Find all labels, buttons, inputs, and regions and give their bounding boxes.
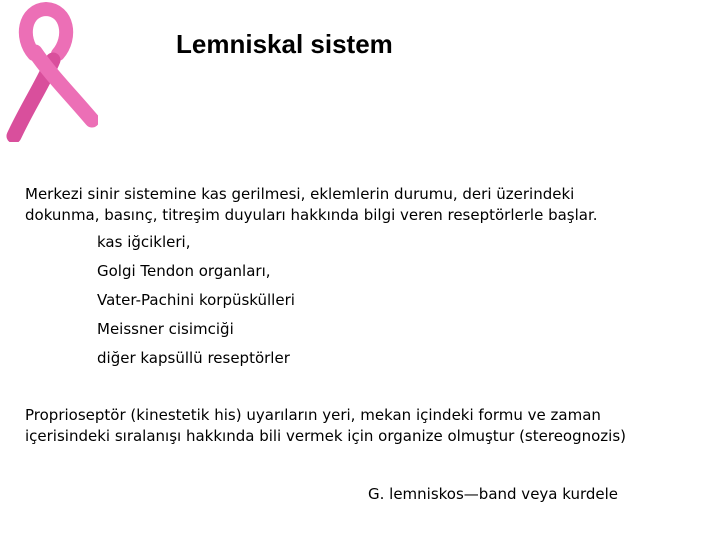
receptor-list xyxy=(97,232,295,377)
list-item: Vater-Pachini korpüskülleri xyxy=(97,291,295,309)
page-title: Lemniskal sistem xyxy=(176,29,393,59)
proprioceptor-line: Proprioseptör (kinestetik his) uyarıların yeri, mekan içindeki formu ve zaman xyxy=(25,406,601,424)
etymology-note: G. lemniskos—band veya kurdele xyxy=(368,485,619,503)
intro-line: dokunma, basınç, titreşim duyuları hakkında bilgi veren reseptörlerle başlar. xyxy=(25,206,598,224)
intro-line: Merkezi sinir sistemine kas gerilmesi, eklemlerin durumu, deri üzerindeki xyxy=(25,185,575,203)
proprioceptor-line: içerisindeki sıralanışı hakkında bili vermek için organize olmuştur (stereognozis) xyxy=(25,427,627,445)
intro-paragraph xyxy=(25,184,598,226)
proprioceptor-paragraph xyxy=(25,405,626,447)
list-item: Golgi Tendon organları, xyxy=(97,262,271,280)
list-item: Meissner cisimciği xyxy=(97,320,234,338)
list-item: kas iğcikleri, xyxy=(97,233,191,251)
list-item: diğer kapsüllü reseptörler xyxy=(97,349,290,367)
pink-ribbon-icon xyxy=(6,2,98,142)
